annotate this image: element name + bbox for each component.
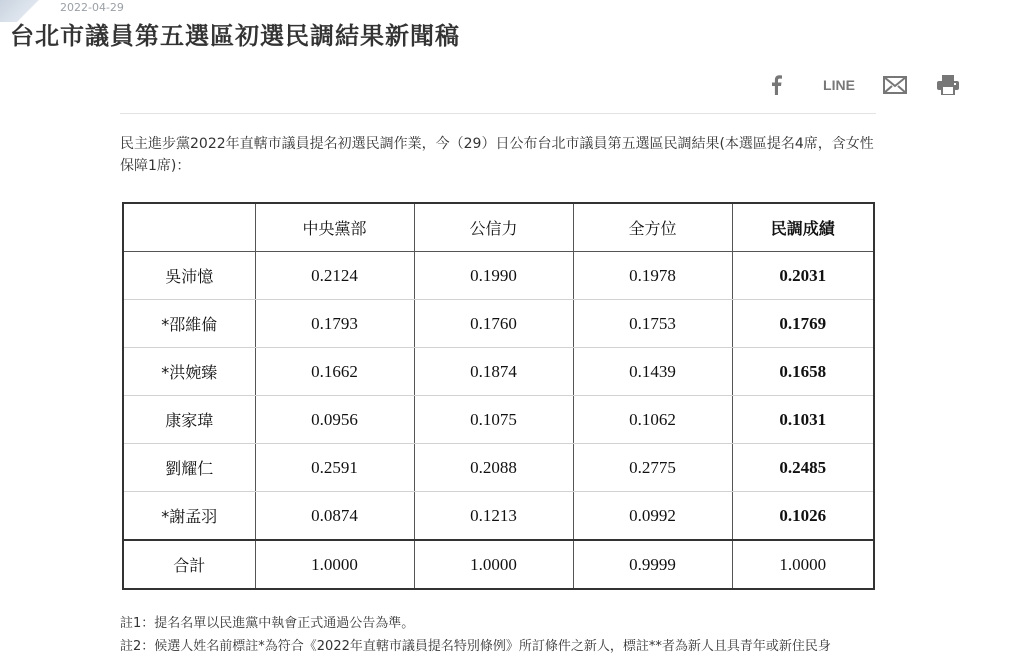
print-icon [937,75,959,95]
facebook-share-button[interactable] [764,72,788,98]
table-cell: 1.0000 [414,540,573,589]
article-title: 台北市議員第五選區初選民調結果新聞稿 [10,22,460,50]
poll-score-cell: 0.1769 [732,300,874,348]
table-total-row [123,540,874,589]
candidate-name: 劉耀仁 [123,444,255,492]
table-cell: 0.0874 [255,492,414,541]
table-cell: 0.1662 [255,348,414,396]
table-row [123,396,874,444]
table-cell: 0.1753 [573,300,732,348]
table-cell: 0.1062 [573,396,732,444]
table-row [123,300,874,348]
table-cell: 0.1990 [414,252,573,300]
poll-results-table [122,202,875,590]
table-cell: 0.2124 [255,252,414,300]
poll-score-cell: 1.0000 [732,540,874,589]
table-cell: 0.1760 [414,300,573,348]
poll-score-cell: 0.2485 [732,444,874,492]
poll-score-cell: 0.1031 [732,396,874,444]
table-cell: 0.0992 [573,492,732,541]
share-bar [760,72,980,98]
table-row [123,252,874,300]
poll-score-cell: 0.1026 [732,492,874,541]
mail-icon [883,76,907,94]
footnote: 註2：候選人姓名前標註*為符合《2022年直轄市議員提名特別條例》所訂條件之新人，標註**者為新人且具青年或新住民身 [120,639,831,654]
footnotes [120,612,890,658]
table-cell: 0.1439 [573,348,732,396]
table-cell: 0.2591 [255,444,414,492]
table-cell: 0.2088 [414,444,573,492]
table-row [123,444,874,492]
mail-share-button[interactable] [880,72,910,98]
candidate-name: *邵維倫 [123,300,255,348]
table-cell: 1.0000 [255,540,414,589]
candidate-name: *洪婉臻 [123,348,255,396]
article-intro: 民主進步黨2022年直轄市議員提名初選民調作業，今（29）日公布台北市議員第五選區民調結果(本選區提名4席，含女性保障1席)： [120,136,874,174]
print-button[interactable] [934,72,962,98]
candidate-name: 吳沛憶 [123,252,255,300]
poll-score-cell: 0.1658 [732,348,874,396]
candidate-name: *謝孟羽 [123,492,255,541]
table-cell: 0.1793 [255,300,414,348]
table-cell: 0.1213 [414,492,573,541]
table-header-cell: 公信力 [414,203,573,252]
table-header-row [123,203,874,252]
poll-score-cell: 0.2031 [732,252,874,300]
table-cell: 0.9999 [573,540,732,589]
candidate-name: 康家瑋 [123,396,255,444]
table-cell: 0.1978 [573,252,732,300]
table-header-cell: 全方位 [573,203,732,252]
table-header-cell: 中央黨部 [255,203,414,252]
table-header-cell: 民調成績 [732,203,874,252]
table-row [123,492,874,541]
facebook-icon [770,75,782,95]
table-cell: 0.1075 [414,396,573,444]
line-share-button[interactable]: LINE [823,77,855,93]
publish-date: 2022-04-29 [60,1,124,14]
table-cell: 0.1874 [414,348,573,396]
table-row [123,348,874,396]
header-divider [120,113,876,114]
footnote: 註1：提名名單以民進黨中執會正式通過公告為準。 [120,616,415,631]
table-header-cell [123,203,255,252]
table-cell: 0.2775 [573,444,732,492]
table-cell: 0.0956 [255,396,414,444]
total-label: 合計 [123,540,255,589]
